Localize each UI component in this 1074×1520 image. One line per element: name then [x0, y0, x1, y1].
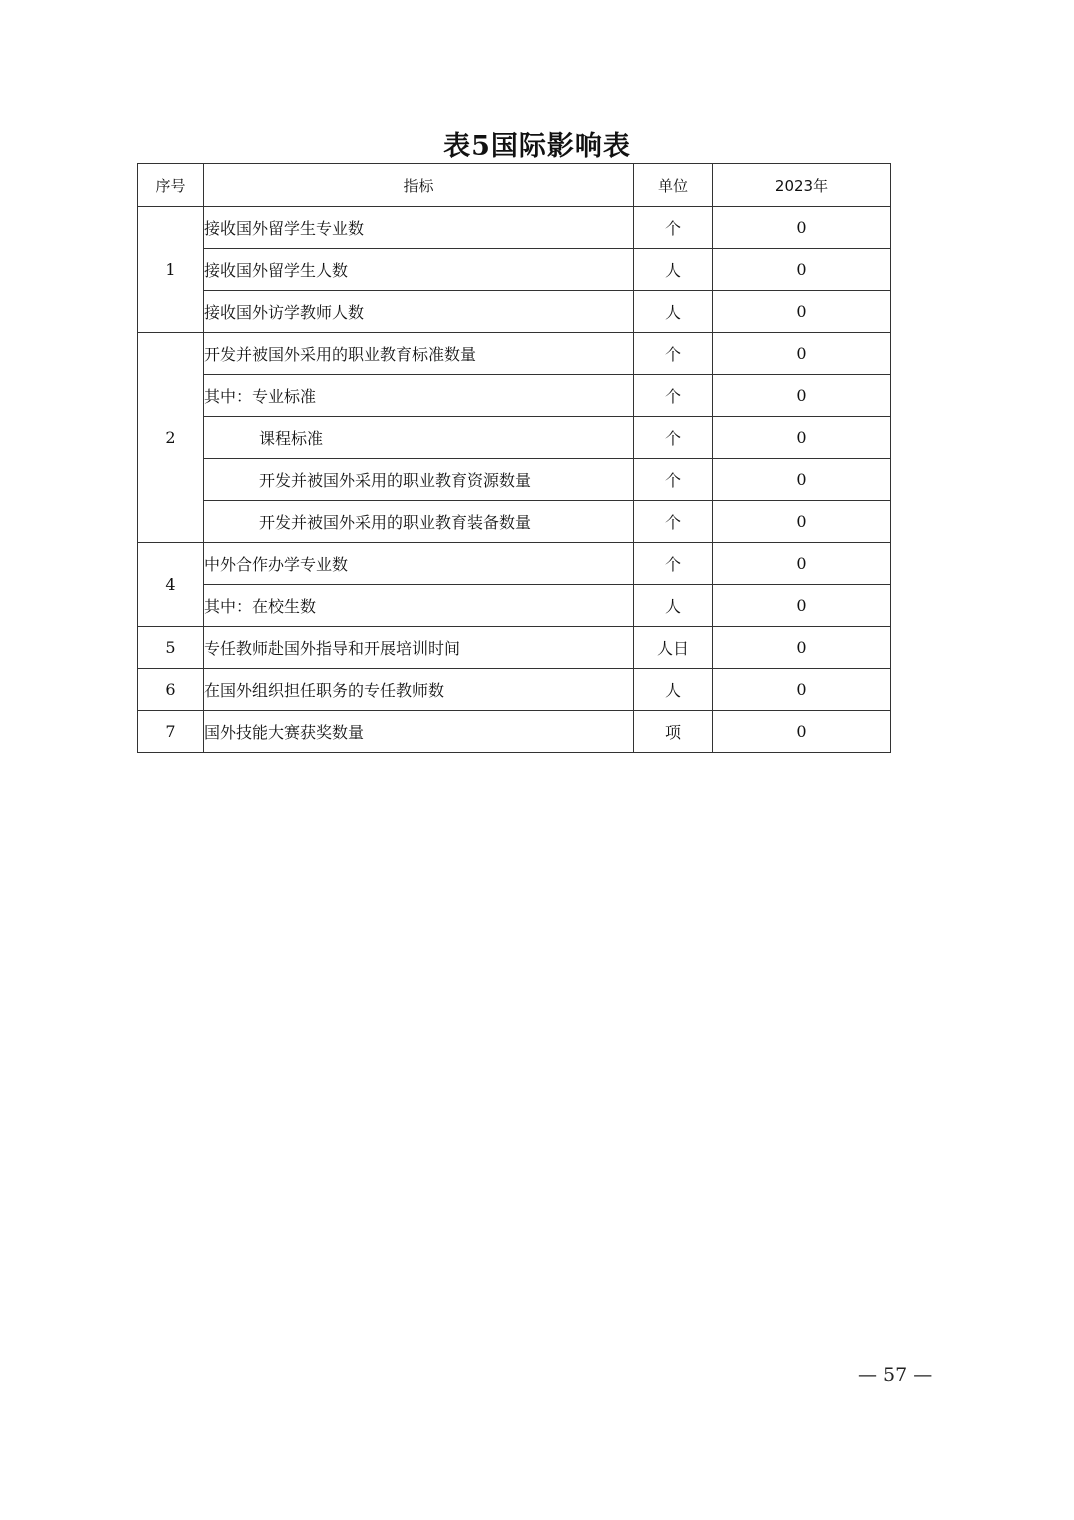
value-cell: 0	[713, 207, 891, 249]
seq-cell: 4	[138, 543, 204, 627]
value-cell: 0	[713, 669, 891, 711]
seq-cell: 6	[138, 669, 204, 711]
header-unit: 单位	[634, 164, 713, 207]
indicator-cell: 专任教师赴国外指导和开展培训时间	[204, 627, 634, 669]
seq-cell: 1	[138, 207, 204, 333]
indicator-cell: 其中：在校生数	[204, 585, 634, 627]
seq-cell: 5	[138, 627, 204, 669]
value-cell: 0	[713, 333, 891, 375]
unit-cell: 人	[634, 585, 713, 627]
seq-cell: 2	[138, 333, 204, 543]
indicator-cell: 开发并被国外采用的职业教育装备数量	[204, 501, 634, 543]
table-row	[138, 207, 891, 249]
unit-cell: 人日	[634, 627, 713, 669]
unit-cell: 个	[634, 459, 713, 501]
indicator-cell: 课程标准	[204, 417, 634, 459]
table-row	[138, 417, 891, 459]
value-cell: 0	[713, 543, 891, 585]
seq-cell: 7	[138, 711, 204, 753]
table-row	[138, 585, 891, 627]
unit-cell: 个	[634, 207, 713, 249]
header-seq: 序号	[138, 164, 204, 207]
table-row	[138, 459, 891, 501]
indicator-cell: 开发并被国外采用的职业教育资源数量	[204, 459, 634, 501]
unit-cell: 项	[634, 711, 713, 753]
value-cell: 0	[713, 585, 891, 627]
value-cell: 0	[713, 249, 891, 291]
value-cell: 0	[713, 501, 891, 543]
table-header-row	[138, 164, 891, 207]
indicator-cell: 其中：专业标准	[204, 375, 634, 417]
unit-cell: 人	[634, 291, 713, 333]
table-row	[138, 627, 891, 669]
table-row	[138, 543, 891, 585]
indicator-cell: 接收国外访学教师人数	[204, 291, 634, 333]
indicator-cell: 接收国外留学生人数	[204, 249, 634, 291]
table-row	[138, 249, 891, 291]
indicator-cell: 接收国外留学生专业数	[204, 207, 634, 249]
indicator-cell: 国外技能大赛获奖数量	[204, 711, 634, 753]
header-indicator: 指标	[204, 164, 634, 207]
unit-cell: 人	[634, 249, 713, 291]
value-cell: 0	[713, 417, 891, 459]
indicator-cell: 开发并被国外采用的职业教育标准数量	[204, 333, 634, 375]
table-row	[138, 711, 891, 753]
value-cell: 0	[713, 627, 891, 669]
value-cell: 0	[713, 459, 891, 501]
value-cell: 0	[713, 291, 891, 333]
value-cell: 0	[713, 711, 891, 753]
table-row	[138, 501, 891, 543]
indicator-cell: 中外合作办学专业数	[204, 543, 634, 585]
unit-cell: 人	[634, 669, 713, 711]
table-row	[138, 291, 891, 333]
unit-cell: 个	[634, 375, 713, 417]
indicator-cell: 在国外组织担任职务的专任教师数	[204, 669, 634, 711]
unit-cell: 个	[634, 543, 713, 585]
page-title: 表5国际影响表	[443, 131, 631, 162]
value-cell: 0	[713, 375, 891, 417]
unit-cell: 个	[634, 501, 713, 543]
international-influence-table	[137, 163, 891, 753]
unit-cell: 个	[634, 333, 713, 375]
table-row	[138, 375, 891, 417]
header-year: 2023年	[713, 164, 891, 207]
table-row	[138, 333, 891, 375]
unit-cell: 个	[634, 417, 713, 459]
table-row	[138, 669, 891, 711]
page-number: — 57 —	[858, 1364, 933, 1386]
